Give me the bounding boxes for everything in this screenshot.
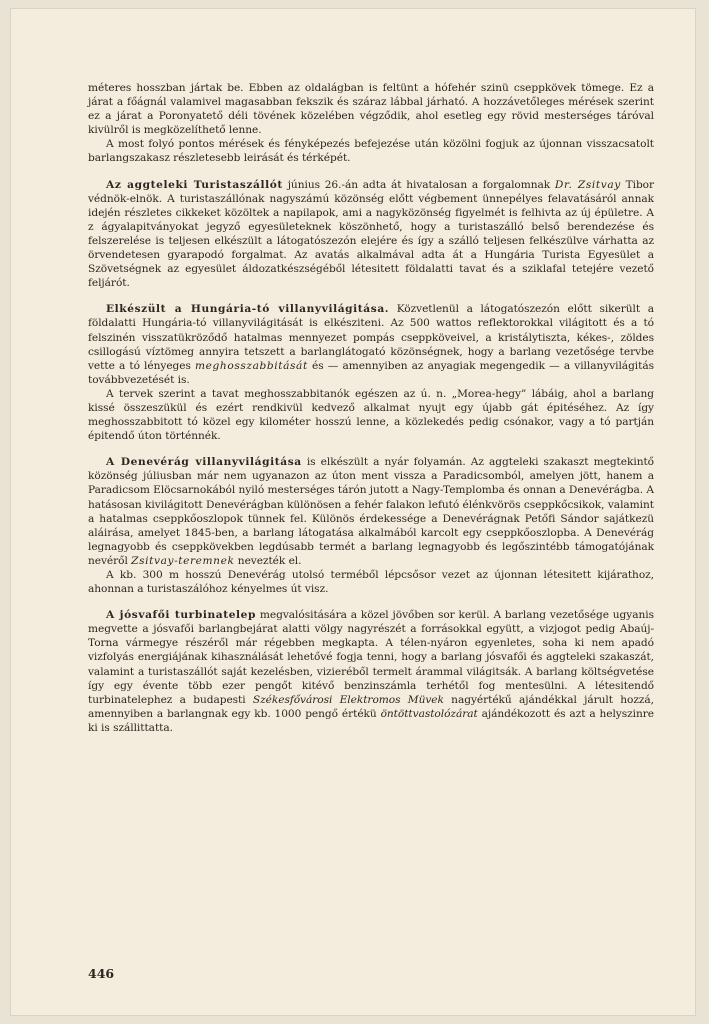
text-run: Tibor védnök-elnök. A turistaszállónak nagyszámú közönség előtt végbement ünnepélyes felavatásáról annak idején részletes cikkeket közöltek a napilapok, ami a nagyközönség figyelmét is felhivta az új épületre. A z ágyalapitványokat jegyző egyesületeknek köszönhető, hogy a turistaszálló belső berendezése és felszerelése is teljesen elkészült a látogatószezón elejére és így a szálló teljesen felkészülve várhatta az örvendetesen gyarapodó forgalmat. Az avatás alkalmával adta át a Hungária Turista Egyesület a Szövetségnek az egyesület áldozatkészségéből létesitett földalatti tavat és a sziklafal tetejére vezető feljárót. [88,178,655,290]
paragraph: A kb. 300 m hosszú Denevérág utolsó terméből lépcsősor vezet az újonnan létesitett kijárathoz, ahonnan a turistaszálóhoz kényelmes út visz. [88,569,654,596]
emphasis: öntöttvastolózárat [380,707,478,720]
section-turbinatelep [88,608,654,735]
section-lead: A Denevérág villanyvilágitása [106,456,302,469]
emphasis: Székesfővárosi Elektromos Müvek [252,693,444,706]
section-lead: A jósvafői turbinatelep [106,609,257,622]
section-turistaszallo [88,178,654,291]
text-run: június 26.-án adta át hivatalosan a forgalomnak [282,178,555,191]
person-name: Dr. Zsitvay [554,178,621,191]
section-lead: Az aggteleki Turistaszállót [106,178,283,191]
section-hungaria-to [88,302,654,387]
text-run: Közvetlenül a látogatószezón előtt sikerült a földalatti Hungária-tó villanyvilágitását is elkésziteni. Az 500 wattos reflektorokkal világitott és a tó felszinén visszatükröződő hatalmas mennyezet pompás cseppköveivel, a kristálytiszta, kékes-, zöldes csillogású víztömeg annyira tetszett a barlanglátogató közönségnek, hogy a barlang vezetősége tervbe vette a tó lényeges [88,303,654,372]
section-lead: Elkészült a Hungária-tó villanyvilágitása. [106,303,390,316]
text-run: is elkészült a nyár folyamán. Az aggteleki szakaszt megtekintő közönség júliusban már nem ugyanazon az úton ment vissza a Paradicsomból, amelyen jött, hanem a Paradicsom Elöcsarnokából nyiló mesterséges tárón jutott a Nagy-Templomba és onnan a Denevérágba. A hatásosan kivilágitott Denevérágban különösen a fehér falakon lefutó élénkvörös cseppkőcsikok, valamint a hatalmas cseppkőoszlopok tünnek fel. Különös érdekessége a Denevérágnak Petőfi Sándor sajátkezü aláirása, amelyet 1845-ben, a barlang látogatása alkalmából karcolt egy cseppkőoszlopba. A Denevérág legnagyobb és cseppkövekben legdúsabb termét a barlang legnagyobb és legőszintébb támogatójának nevéről [88,456,654,567]
text-run: nagyértékű ajándékkal járult hozzá, amennyiben a barlangnak egy kb. 1000 pengő értékü [88,693,654,720]
emphasis: Zsitvay-teremnek [131,554,235,567]
text-run: ajándékozott és azt a helyszinre ki is szállittatta. [88,707,655,734]
paragraph: A most folyó pontos mérések és fényképezés befejezése után közölni fogjuk az újonnan visszacsatolt barlangszakasz részletesebb leirását és térképét. [88,138,654,165]
page-number: 446 [88,966,115,981]
body-text [88,81,654,735]
paragraph: A tervek szerint a tavat meghosszabbitanók egészen az ú. n. „Morea-hegy” lábáig, ahol a barlang kissé összeszükül és ezért rendkivül kedvező alkalmat nyujt egy újabb gát épitéséhez. Az így meghosszabbitott tó közel egy kilométer hosszú lenne, a közlekedés pedig csónakor, vagy a tó partján épitendő úton történnék. [88,387,654,443]
section-deneverag [88,455,654,568]
emphasis: meghosszabbitását [195,359,308,372]
text-run: nevezték el. [234,554,302,567]
text-run: megvalósitására a közel jövőben sor kerül. A barlang vezetősége ugyanis megvette a jósvafői barlangbejárat alatti völgy nagyrészét a forrásokkal együtt, a vizjogot pedig Abaúj-Torna vármegye részéről már régebben megkapta. A télen-nyáron egyenletes, soha ki nem apadó vizfolyás energiájának kihasználását lehetővé fogja tenni, hogy a barlang jósvafői és aggteleki szakaszát, valamint a turistaszállót saját kezelésben, vizieréből termelt árammal világitsák. A barlang költségvetése így egy évente több ezer pengőt kitévő benzinszámla terhétől fog mentesülni. A létesitendő turbinatelephez a budapesti [88,609,654,706]
page-sheet [10,8,696,1016]
paragraph: méteres hosszban jártak be. Ebben az oldalágban is feltünt a hófehér szinü cseppkövek tömege. Ez a járat a főágnál valamivel magasabban fekszik és száraz lábbal járható. A hozzávetőleges mérések szerint ez a járat a Poronyatető déli tövének közelében végződik, ahol esetleg egy rövid mesterséges táróval kivülről is megközelíthető lenne. [88,82,654,137]
text-run: és — amennyiben az anyagiak megengedik — a villanyvilágitás továbbvezetését is. [88,359,655,386]
